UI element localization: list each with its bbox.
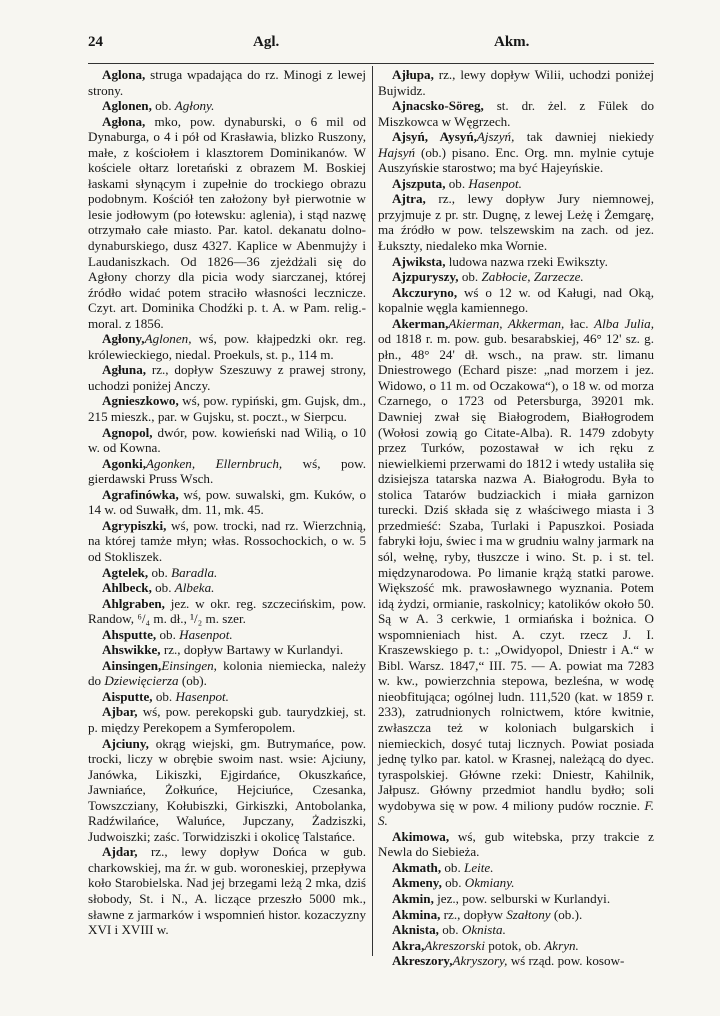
header-rule	[88, 63, 654, 64]
dictionary-entry	[88, 736, 366, 845]
entry-headword: Akczuryno,	[392, 284, 458, 300]
dictionary-entry	[378, 938, 654, 954]
entry-headword: Ajbar,	[102, 704, 138, 720]
left-running-head: Agl.	[253, 34, 280, 50]
entry-text: kolonia niemiecka, należy do	[88, 657, 366, 689]
entry-text: wś, pow. trocki, nad rz. Wierzchnią, na której tamże młyn; włas. Rossochockich, o w. 5 od Stokliszek.	[88, 517, 366, 564]
dictionary-entry	[88, 580, 366, 596]
entry-text: Zabłocie, Zarzecze.	[481, 269, 584, 285]
entry-text: Hasenpot.	[468, 175, 522, 191]
dictionary-entry	[88, 98, 366, 114]
entry-text: Einsingen,	[161, 657, 217, 673]
entry-text: ob.	[156, 626, 180, 642]
dictionary-entry	[88, 518, 366, 565]
page-number: 24	[88, 34, 103, 50]
entry-headword: Agtelek,	[102, 564, 149, 580]
entry-text: wś, gub witebska, przy trakcie z Newla do Siebieża.	[378, 828, 654, 860]
dictionary-entry	[88, 67, 366, 98]
dictionary-entry	[88, 331, 366, 362]
entry-text: rz., dopływ Bartawy w Kurlandyi.	[160, 642, 344, 658]
entry-text: rz., lewy dopływ Jury niemnowej, przyjmuje z pr. str. Dugnę, z lewej Leżę i Żemgarę, ma źródło w pow. telszewskim na zach. od jez. Łukszty, niedaleko mka Wornie.	[378, 191, 654, 254]
entry-text: Agłony.	[174, 98, 215, 114]
entry-text: wś rząd. pow. kosow-	[507, 953, 625, 969]
entry-headword: Akmin,	[392, 890, 434, 906]
entry-headword: Ajzpuryszy,	[392, 269, 459, 285]
entry-headword: Agonki,	[102, 455, 147, 471]
entry-text: ob.	[148, 564, 172, 580]
entry-text: Leite.	[464, 859, 494, 875]
entry-headword: Ajdar,	[102, 844, 138, 860]
entry-text: Albeka.	[174, 580, 215, 596]
dictionary-entry	[378, 922, 654, 938]
entry-headword: Ajwiksta,	[392, 253, 446, 269]
entry-text: (ob.).	[550, 906, 583, 922]
entry-headword: Ajtra,	[392, 191, 426, 207]
entry-headword: Akimowa,	[392, 828, 450, 844]
entry-text: ob.	[151, 580, 175, 596]
entry-text: wś o 12 w. od Kaługi, nad Oką, kopalnie węgla kamiennego.	[378, 284, 654, 316]
entry-text: ludowa nazwa rzeki Ewikszty.	[445, 253, 608, 269]
dictionary-entry	[378, 875, 654, 891]
dictionary-entry	[378, 269, 654, 285]
entry-text: (ob.) pisano. Enc. Org. mn. mylnie cytuje Auszyńskie starostwo; ma być Hajeyńskie.	[378, 144, 654, 176]
entry-text: od 1818 r. m. pow. gub. besarabskiej, 46° 12' sz. g. płn., 48° 24' dł. wsch., na praw. str. limanu Dniestrowego (Echard pisze: „nad morzem i jez. Widowo, o 11 m. od Oczakowa“), o 18 w. od morza Czarnego, o 1723 od Petersburga, 39201 mk. Dawniej zwał się Białogrodem, Białłogrodem (Wołosi zowią go Citate-Alba). R. 1479 zdobyty przez Turków, pozostawał w ich ręku z niewielkiemi przerwami do 1812 i wtedy ustaliła się dzisiejsza tatarska nazwa A. Białogrodu. Była to stolica Tatarów budziackich i miała garnizon turecki. Dziś składa się z właściwego miasta i 3 przedmieść: Szaba, Turlaki i Papuszkoi. Posiada fabryki łoju, świec i ma w grudniu walny jarmark na sól, wełnę, ryby, tłuszcze i wino. St. p. i st. tel. międzynarodowa. Po limanie krążą statki parowe. Większość mk. prawosławnego wyznania. Potem idą żydzi, ormianie, raskolnicy; katolików około 50. Są w A. 3 cerkwie, 1 ormiańska i bożnica. O wspomnieniach hist. A. czyt. rzecz J. I. Kraszewskiego p. t.: „Owidyopol, Dniestr i A.“ w Bibl. Warsz. 1847,“ III. 75. — A. powiat ma 7283 w. kw., powierzchnia stepowa, bezleśna, w wodę nieobfitująca; ogólnej ludn. 111,520 (kat. w 1859 r. 233), zatrudnionych rolnictwem, które kwitnie, zwłaszcza też w koloniach bulgarskich i niemieckich, dosyć tutaj licznych. Powiat posiada jednę tylko par. katol. w Krasnej, należącą do dyec. tyraspolskiej. Główne rzeki: Dniestr, Kahilnik, Jałpusz. Główny przedmiot handlu bydło; soli wydobywa się w pow. 4 miliony pudów rocznie.	[378, 331, 654, 813]
entry-headword: Aisputte,	[102, 688, 153, 704]
entry-headword: Akerman,	[392, 315, 449, 331]
entry-text: mko, pow. dynaburski, o 6 mil od Dynaburga, o 4 i pół od Krasławia, blizko Ruszony, małe, z kościołem i klasztorem Dominikanów. W kościele ołtarz loretański z obrazem M. Boskiej łaskami słynącym i zupełnie do trockiego obrazu podobnym. Kościół ten założony był pierwotnie w lesie jodłowym (po łotewsku: aglenia), i stąd nazwę otrzymało całe miasto. Par. katol. dekanatu dolno-dynaburskiego, dusz 4327. Kaplice w Abenmujży i Laudaniszkach. Od 1826—36 zjeżdżali się do Agłony chorzy dla picia wody siarczanej, której źródło widać potem straciło własności lecznicze. Czyt. art. Dominika Chodźki p. t. A. w Pam. relig.-moral. z 1856.	[88, 113, 366, 331]
left-column	[88, 67, 366, 938]
entry-text: wś, pow. gierdawski Pruss Wsch.	[88, 455, 366, 487]
dictionary-entry	[378, 129, 654, 176]
entry-text: Agonken, Ellernbruch,	[146, 455, 283, 471]
entry-headword: Ahswikke,	[102, 642, 161, 658]
entry-headword: Ahsputte,	[102, 626, 157, 642]
entry-text: łac.	[564, 315, 595, 331]
dictionary-entry	[378, 891, 654, 907]
entry-headword: Ajsyń, Aysyń,	[392, 129, 477, 145]
entry-text: okrąg wiejski, gm. Butrymańce, pow. trocki, liczy w obrębie swoim nast. wsie: Ajciuny, Janówka, Likiszki, Ejgirdańce, Okuszkańce, Jawniańce, Żołkuńce, Hejciuńce, Czesanka, Towszcziany, Kołubiszki, Girkiszki, Antobolanka, Radźwilańce, Waluńce, Jupczany, Żadziszki, Judwoiszki; zaśc. Torwidziszki i okolicę Talstańce.	[88, 735, 366, 844]
entry-headword: Agłuna,	[102, 362, 147, 378]
entry-text: Akryszory,	[452, 953, 508, 969]
entry-text: jez. w okr. reg. szczecińskim, pow. Randow, ⁶/₄ m. dł., ¹/₂ m. szer.	[88, 595, 366, 627]
entry-headword: Ajnacsko-Söreg,	[392, 98, 484, 114]
entry-text: ob.	[151, 98, 175, 114]
dictionary-entry	[378, 285, 654, 316]
dictionary-entry	[378, 829, 654, 860]
dictionary-entry	[378, 254, 654, 270]
dictionary-entry	[88, 456, 366, 487]
dictionary-entry	[88, 487, 366, 518]
dictionary-entry	[88, 565, 366, 581]
entry-text: wś, pow. rypiński, gm. Gujsk, dm., 215 mieszk., par. w Gujsku, st. poczt., w Sierpcu.	[88, 393, 366, 425]
entry-headword: Agnopol,	[102, 424, 153, 440]
right-running-head: Akm.	[494, 34, 530, 50]
dictionary-entry	[88, 627, 366, 643]
entry-text: tak dawniej niekiedy	[514, 129, 654, 145]
entry-text: Akierman, Akkerman,	[448, 315, 565, 331]
entry-headword: Agrafinówka,	[102, 486, 179, 502]
entry-headword: Ajciuny,	[102, 735, 149, 751]
entry-text: Akreszorski	[424, 937, 485, 953]
dictionary-entry	[88, 844, 366, 937]
entry-text: ob.	[438, 922, 462, 938]
entry-text: potok, ob.	[485, 937, 545, 953]
entry-text: jez., pow. selburski w Kurlandyi.	[433, 890, 611, 906]
entry-text: wś, pow. kłajpedzki okr. reg. królewieckiego, niedal. Proekuls, st. p., 114 m.	[88, 331, 366, 362]
entry-text: rz., dopływ Szeszuwy z prawej strony, uchodzi poniżej Anczy.	[88, 362, 366, 393]
entry-text: ob.	[441, 875, 465, 891]
entry-headword: Akmeny,	[392, 875, 442, 891]
entry-text: F. S.	[378, 797, 654, 829]
entry-text: Akryn.	[544, 937, 579, 953]
entry-text: ob.	[152, 688, 176, 704]
entry-headword: Aknista,	[392, 922, 439, 938]
entry-text: Hasenpot.	[175, 688, 229, 704]
entry-headword: Akmath,	[392, 859, 442, 875]
dictionary-entry	[378, 98, 654, 129]
entry-headword: Ainsingen,	[102, 657, 162, 673]
entry-text: rz., dopływ	[440, 906, 507, 922]
dictionary-entry	[378, 191, 654, 253]
dictionary-entry	[88, 393, 366, 424]
entry-text: st. dr. żel. z Fülek do Miszkowca w Węgrzech.	[378, 98, 654, 129]
entry-headword: Akreszory,	[392, 953, 453, 969]
entry-headword: Agłony,	[102, 331, 145, 347]
dictionary-entry	[88, 689, 366, 705]
dictionary-entry	[378, 860, 654, 876]
page-header	[88, 34, 662, 52]
dictionary-entry	[378, 316, 654, 829]
entry-headword: Ahlbeck,	[102, 580, 152, 596]
entry-headword: Ahlgraben,	[102, 595, 165, 611]
entry-text: wś, pow. suwalski, gm. Kuków, o 14 w. od Suwałk, dm. 11, mk. 45.	[88, 486, 366, 518]
dictionary-entry	[378, 67, 654, 98]
entry-text: ob.	[458, 269, 482, 285]
entry-text: Okmiany.	[464, 875, 515, 891]
right-column	[378, 67, 654, 969]
entry-headword: Ajszputa,	[392, 175, 446, 191]
entry-headword: Akra,	[392, 937, 425, 953]
entry-text: Ajszyń,	[476, 129, 515, 145]
dictionary-entry	[378, 176, 654, 192]
entry-text: Dziewięcierza	[104, 673, 179, 689]
entry-headword: Aglona,	[102, 67, 146, 82]
dictionary-entry	[88, 704, 366, 735]
dictionary-entry	[88, 642, 366, 658]
entry-headword: Agłona,	[102, 113, 146, 129]
entry-text: Hajsyń	[378, 144, 416, 160]
dictionary-entry	[88, 658, 366, 689]
entry-text: (ob).	[178, 673, 207, 689]
entry-text: Aglonen,	[144, 331, 192, 347]
entry-text: wś, pow. perekopski gub. taurydzkiej, st. p. między Perekopem a Symferopolem.	[88, 704, 366, 735]
entry-text: rz., lewy dopływ Wilii, uchodzi poniżej Bujwidz.	[378, 67, 654, 98]
entry-headword: Ajłupa,	[392, 67, 434, 82]
dictionary-entry	[88, 114, 366, 332]
entry-text: Oknista.	[461, 922, 506, 938]
dictionary-entry	[378, 907, 654, 923]
entry-text: Alba Julia,	[594, 315, 654, 331]
entry-text: ob.	[445, 175, 469, 191]
column-divider	[372, 66, 373, 956]
entry-text: dwór, pow. kowieński nad Wilią, o 10 w. od Kowna.	[88, 424, 366, 456]
entry-headword: Akmina,	[392, 906, 441, 922]
entry-headword: Agrypiszki,	[102, 517, 167, 533]
dictionary-entry	[88, 425, 366, 456]
entry-headword: Agnieszkowo,	[102, 393, 179, 409]
entry-text: rz., lewy dopływ Dońca w gub. charkowskiej, ma źr. w gub. woroneskiej, przepływa koło Starobielska. Nad jej brzegami leżą 2 mka, dziś słobody, St. i N., A. liczące przeszło 5000 mk., sławne z jarmarków i wspomnień histor. kozaczyzny XVI i XVIII w.	[88, 844, 366, 938]
entry-headword: Aglonen,	[102, 98, 152, 114]
entry-text: struga wpadająca do rz. Minogi z lewej strony.	[88, 67, 366, 98]
entry-text: Hasenpot.	[179, 626, 233, 642]
entry-text: ob.	[441, 859, 465, 875]
entry-text: Baradla.	[171, 564, 218, 580]
entry-text: Szałtony	[506, 906, 551, 922]
dictionary-entry	[378, 953, 654, 969]
dictionary-entry	[88, 596, 366, 627]
dictionary-entry	[88, 362, 366, 393]
